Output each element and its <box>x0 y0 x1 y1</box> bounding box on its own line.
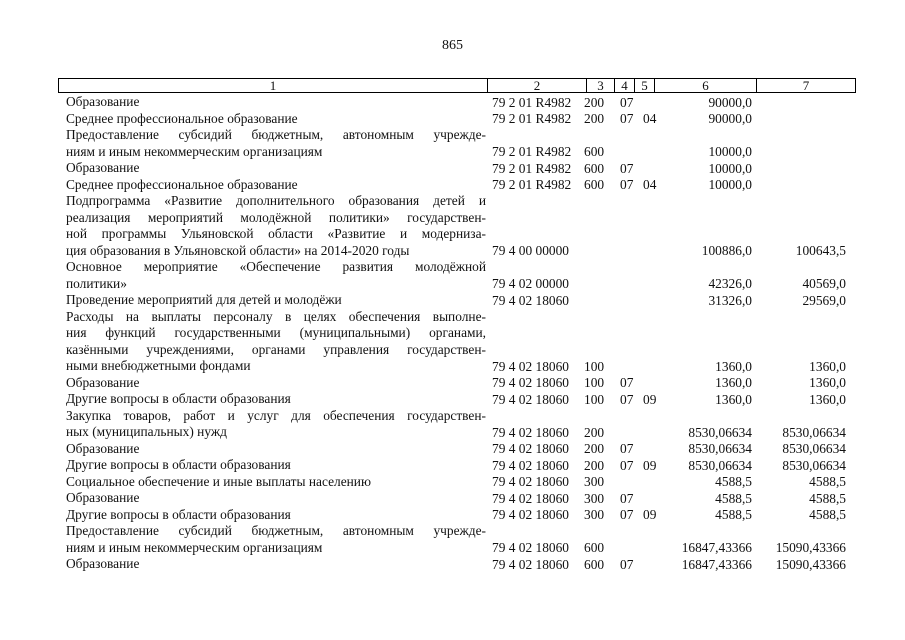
row-amount-col6: 16847,43366 <box>681 556 752 572</box>
row-amount-col6: 10000,0 <box>708 160 752 176</box>
description-line: Основное мероприятие «Обеспечение развития молодёжной <box>66 259 486 274</box>
row-code: 79 4 02 18060 <box>492 474 569 489</box>
row-subsection: 04 <box>643 111 657 126</box>
description-line: Закупка товаров, работ и услуг для обеспечения государствен- <box>66 407 486 423</box>
table-row <box>0 441 905 458</box>
table-row <box>0 507 905 524</box>
header-col-7: 7 <box>802 78 810 93</box>
table-row <box>0 259 905 292</box>
header-col-1: 1 <box>59 79 488 92</box>
row-code: 79 4 02 18060 <box>492 556 569 572</box>
row-expense-type: 200 <box>584 94 605 110</box>
row-code: 79 4 02 18060 <box>492 424 569 440</box>
description-line: Другие вопросы в области образования <box>66 506 291 522</box>
row-code: 79 4 02 00000 <box>492 276 569 291</box>
row-description <box>66 375 486 392</box>
row-code: 79 4 00 00000 <box>492 243 569 258</box>
header-col-5: 5 <box>635 79 655 92</box>
row-expense-type: 600 <box>584 144 605 159</box>
table-row <box>0 523 905 556</box>
row-amount-col6: 1360,0 <box>715 391 752 407</box>
row-amount-col6: 8530,06634 <box>688 457 752 473</box>
page-number: 865 <box>442 38 463 53</box>
description-line: ция образования в Ульяновской области» на 2014-2020 годы <box>66 242 410 258</box>
table-row <box>0 375 905 392</box>
row-amount-col7: 40569,0 <box>802 276 846 291</box>
row-expense-type: 200 <box>584 441 605 456</box>
row-description <box>66 457 486 474</box>
row-amount-col7: 8530,06634 <box>782 457 846 473</box>
row-amount-col7: 1360,0 <box>809 375 846 390</box>
row-section: 07 <box>620 375 634 390</box>
row-amount-col6: 8530,06634 <box>688 424 752 440</box>
description-line: казёнными учреждениями, органами управления государствен- <box>66 341 486 357</box>
row-description <box>66 127 486 160</box>
table-row <box>0 556 905 573</box>
table-row <box>0 94 905 111</box>
row-amount-col7: 100643,5 <box>795 243 846 258</box>
row-description <box>66 94 486 111</box>
description-line: Образование <box>66 556 140 571</box>
row-subsection: 09 <box>643 457 657 473</box>
row-description <box>66 556 486 573</box>
row-amount-col7: 4588,5 <box>809 507 846 522</box>
row-amount-col6: 4588,5 <box>715 474 752 489</box>
row-code: 79 4 02 18060 <box>492 540 569 555</box>
description-line: Среднее профессиональное образование <box>66 176 298 192</box>
row-section: 07 <box>620 160 634 176</box>
row-subsection: 09 <box>643 391 657 407</box>
description-line: Другие вопросы в области образования <box>66 391 291 406</box>
row-expense-type: 200 <box>584 424 605 440</box>
description-line: ных (муниципальных) нужд <box>66 424 227 439</box>
row-description <box>66 441 486 458</box>
row-amount-col6: 31326,0 <box>708 292 752 308</box>
table-row <box>0 177 905 194</box>
description-line: ной программы Ульяновской области «Развитие и модерниза- <box>66 226 486 241</box>
row-description <box>66 474 486 491</box>
row-description <box>66 111 486 128</box>
table-row <box>0 457 905 474</box>
header-col-6: 6 <box>655 79 757 92</box>
row-expense-type: 200 <box>584 457 605 473</box>
row-code: 79 2 01 R4982 <box>492 94 572 110</box>
row-expense-type: 600 <box>584 177 605 192</box>
row-amount-col7: 8530,06634 <box>782 424 846 440</box>
row-amount-col6: 100886,0 <box>701 243 752 258</box>
row-code: 79 2 01 R4982 <box>492 177 572 192</box>
description-line: ниям и иным некоммерческим организациям <box>66 143 323 159</box>
table-row <box>0 391 905 408</box>
description-line: Среднее профессиональное образование <box>66 110 298 126</box>
description-line: политики» <box>66 275 127 291</box>
row-amount-col6: 16847,43366 <box>681 540 752 555</box>
row-amount-col6: 10000,0 <box>708 144 752 159</box>
table-row <box>0 160 905 177</box>
row-code: 79 4 02 18060 <box>492 507 569 522</box>
row-expense-type: 100 <box>584 358 605 374</box>
row-amount-col7: 4588,5 <box>809 474 846 489</box>
row-amount-col6: 8530,06634 <box>688 441 752 456</box>
row-description <box>66 507 486 524</box>
description-line: Образование <box>66 94 140 109</box>
row-section: 07 <box>620 177 634 192</box>
description-line: Проведение мероприятий для детей и молодёжи <box>66 292 342 307</box>
row-section: 07 <box>620 94 634 110</box>
description-line: Образование <box>66 440 140 456</box>
row-code: 79 4 02 18060 <box>492 457 569 473</box>
description-line: Предоставление субсидий бюджетным, автономным учрежде- <box>66 523 486 538</box>
row-expense-type: 300 <box>584 474 605 489</box>
row-code: 79 2 01 R4982 <box>492 111 572 126</box>
table-row <box>0 408 905 441</box>
row-amount-col7: 1360,0 <box>809 391 846 407</box>
row-description <box>66 160 486 177</box>
description-line: Образование <box>66 374 140 390</box>
description-line: Образование <box>66 160 140 175</box>
row-code: 79 4 02 18060 <box>492 358 569 374</box>
row-expense-type: 200 <box>584 111 605 126</box>
row-amount-col6: 10000,0 <box>708 177 752 192</box>
row-expense-type: 600 <box>584 160 605 176</box>
table-row <box>0 111 905 128</box>
table-body <box>0 94 905 573</box>
header-col-2: 2 <box>488 79 587 92</box>
row-amount-col7: 8530,06634 <box>782 441 846 456</box>
description-line: Другие вопросы в области образования <box>66 457 291 472</box>
row-code: 79 2 01 R4982 <box>492 160 572 176</box>
row-amount-col7: 29569,0 <box>802 292 846 308</box>
row-code: 79 4 02 18060 <box>492 391 569 407</box>
row-section: 07 <box>620 457 634 473</box>
table-row <box>0 292 905 309</box>
row-section: 07 <box>620 507 634 522</box>
row-section: 07 <box>620 556 634 572</box>
row-code: 79 4 02 18060 <box>492 441 569 456</box>
table-row <box>0 127 905 160</box>
row-subsection: 09 <box>643 507 657 522</box>
row-description <box>66 193 486 259</box>
description-line: ниям и иным некоммерческим организациям <box>66 539 323 555</box>
row-amount-col6: 1360,0 <box>715 358 752 374</box>
description-line: Подпрограмма «Развитие дополнительного образования детей и <box>66 193 486 208</box>
row-amount-col6: 90000,0 <box>708 94 752 110</box>
row-expense-type: 600 <box>584 540 605 555</box>
row-description <box>66 259 486 292</box>
row-code: 79 4 02 18060 <box>492 375 569 390</box>
row-description <box>66 292 486 309</box>
header-col-4: 4 <box>615 79 635 92</box>
row-subsection: 04 <box>643 177 657 192</box>
row-description <box>66 177 486 194</box>
row-amount-col7: 15090,43366 <box>775 556 846 572</box>
row-section: 07 <box>620 111 634 126</box>
description-line: реализация мероприятий молодёжной политики» государствен- <box>66 209 486 225</box>
row-amount-col7: 15090,43366 <box>775 540 846 555</box>
description-line: Расходы на выплаты персоналу в целях обеспечения выполне- <box>66 308 486 324</box>
row-amount-col6: 90000,0 <box>708 111 752 126</box>
row-code: 79 2 01 R4982 <box>492 144 572 159</box>
description-line: ния функций государственными (муниципальными) органами, <box>66 325 486 340</box>
row-expense-type: 100 <box>584 391 605 407</box>
row-expense-type: 100 <box>584 375 605 390</box>
row-expense-type: 300 <box>584 507 605 522</box>
row-description <box>66 391 486 408</box>
table-row <box>0 474 905 491</box>
description-line: Образование <box>66 490 140 505</box>
row-code: 79 4 02 18060 <box>492 490 569 506</box>
row-description <box>66 523 486 556</box>
table-row <box>0 193 905 259</box>
row-amount-col6: 4588,5 <box>715 507 752 522</box>
table-row <box>0 490 905 507</box>
row-expense-type: 600 <box>584 556 605 572</box>
row-amount-col6: 42326,0 <box>708 276 752 291</box>
row-amount-col6: 4588,5 <box>715 490 752 506</box>
table-row <box>0 309 905 375</box>
row-amount-col6: 1360,0 <box>715 375 752 390</box>
row-description <box>66 490 486 507</box>
row-section: 07 <box>620 490 634 506</box>
row-amount-col7: 1360,0 <box>809 358 846 374</box>
description-line: Предоставление субсидий бюджетным, автономным учрежде- <box>66 127 486 142</box>
row-code: 79 4 02 18060 <box>492 292 569 308</box>
table-header <box>58 78 856 93</box>
row-expense-type: 300 <box>584 490 605 506</box>
row-section: 07 <box>620 441 634 456</box>
row-description <box>66 408 486 441</box>
row-description <box>66 309 486 375</box>
header-col-3: 3 <box>587 79 615 92</box>
row-section: 07 <box>620 391 634 407</box>
description-line: Социальное обеспечение и иные выплаты населению <box>66 473 371 489</box>
row-amount-col7: 4588,5 <box>809 490 846 506</box>
description-line: ными внебюджетными фондами <box>66 358 251 373</box>
